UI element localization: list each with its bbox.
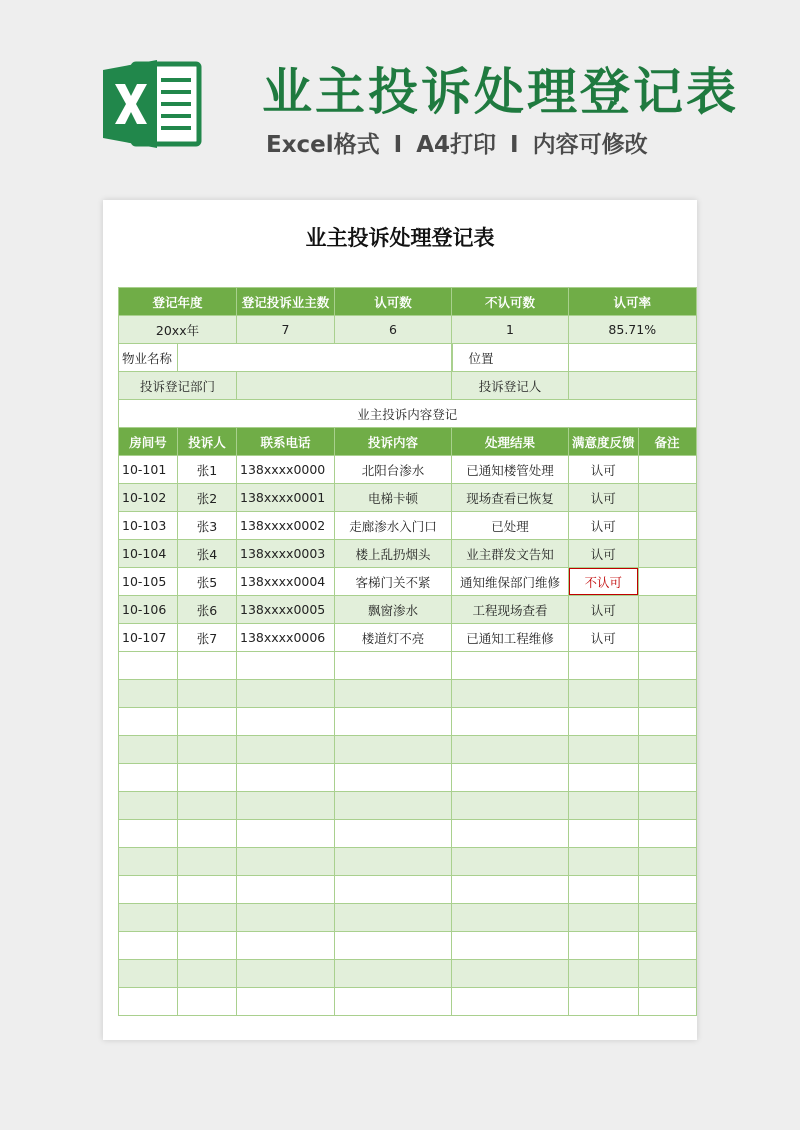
note-cell[interactable] [638,568,696,596]
content-cell[interactable]: 走廊渗水入门口 [335,512,452,540]
room-cell[interactable]: 10-106 [119,596,178,624]
room-cell[interactable]: 10-107 [119,624,178,652]
summary-value-cell[interactable]: 20xx年 [119,316,237,344]
empty-cell[interactable] [237,652,335,680]
empty-cell[interactable] [178,764,237,792]
summary-header-row [119,288,697,316]
result-cell[interactable]: 已处理 [452,512,569,540]
note-cell[interactable] [638,484,696,512]
empty-cell[interactable] [569,848,639,876]
summary-header-cell: 认可数 [335,288,452,316]
empty-row [119,876,697,904]
column-header: 满意度反馈 [569,428,639,456]
empty-cell[interactable] [569,792,639,820]
empty-cell[interactable] [569,960,639,988]
empty-cell[interactable] [452,820,569,848]
summary-value-row [119,316,697,344]
empty-cell[interactable] [638,904,696,932]
empty-cell[interactable] [335,652,452,680]
empty-cell[interactable] [119,652,178,680]
empty-cell[interactable] [119,708,178,736]
empty-cell[interactable] [178,820,237,848]
empty-cell[interactable] [178,792,237,820]
empty-cell[interactable] [178,708,237,736]
empty-cell[interactable] [178,904,237,932]
content-cell[interactable]: 楼道灯不亮 [335,624,452,652]
note-cell[interactable] [638,540,696,568]
empty-cell[interactable] [452,764,569,792]
empty-cell[interactable] [178,932,237,960]
feedback-cell[interactable]: 认可 [569,596,639,624]
phone-cell[interactable]: 138xxxx0000 [237,456,335,484]
complainant-cell[interactable]: 张7 [178,624,237,652]
empty-cell[interactable] [178,876,237,904]
empty-cell[interactable] [638,988,696,1016]
registrar-label: 投诉登记人 [452,372,569,400]
phone-cell[interactable]: 138xxxx0001 [237,484,335,512]
complainant-cell[interactable]: 张4 [178,540,237,568]
empty-cell[interactable] [452,932,569,960]
empty-cell[interactable] [452,848,569,876]
content-cell[interactable]: 飘窗渗水 [335,596,452,624]
empty-cell[interactable] [119,736,178,764]
feedback-cell[interactable]: 认可 [569,456,639,484]
empty-cell[interactable] [638,876,696,904]
empty-cell[interactable] [569,876,639,904]
empty-cell[interactable] [119,876,178,904]
empty-row [119,708,697,736]
empty-row [119,848,697,876]
document-title: 业主投诉处理登记表 [305,226,495,250]
subtitle-format: Excel格式 [266,132,380,158]
content-cell[interactable]: 电梯卡顿 [335,484,452,512]
empty-cell[interactable] [237,876,335,904]
section-title: 业主投诉内容登记 [119,400,697,428]
room-cell[interactable]: 10-104 [119,540,178,568]
empty-cell[interactable] [237,736,335,764]
note-cell[interactable] [638,596,696,624]
phone-cell[interactable]: 138xxxx0004 [237,568,335,596]
registrar-value-cell[interactable] [569,372,697,400]
empty-cell[interactable] [335,988,452,1016]
result-cell[interactable]: 已通知工程维修 [452,624,569,652]
phone-cell[interactable]: 138xxxx0002 [237,512,335,540]
feedback-cell[interactable]: 认可 [569,484,639,512]
empty-cell[interactable] [452,792,569,820]
complainant-cell[interactable]: 张2 [178,484,237,512]
empty-cell[interactable] [638,708,696,736]
empty-cell[interactable] [335,876,452,904]
empty-cell[interactable] [638,736,696,764]
table-row [119,624,697,652]
empty-cell[interactable] [569,680,639,708]
complainant-cell[interactable]: 张5 [178,568,237,596]
section-row [119,400,697,428]
complainant-cell[interactable]: 张1 [178,456,237,484]
empty-cell[interactable] [119,848,178,876]
phone-cell[interactable]: 138xxxx0003 [237,540,335,568]
phone-cell[interactable]: 138xxxx0005 [237,596,335,624]
empty-cell[interactable] [569,652,639,680]
empty-row [119,932,697,960]
column-header: 房间号 [119,428,178,456]
empty-cell[interactable] [452,680,569,708]
empty-cell[interactable] [638,848,696,876]
feedback-cell[interactable]: 认可 [569,540,639,568]
column-header: 联系电话 [237,428,335,456]
empty-cell[interactable] [335,904,452,932]
summary-header-cell: 认可率 [569,288,697,316]
empty-cell[interactable] [335,848,452,876]
summary-header-cell: 登记年度 [119,288,237,316]
subtitle-print: A4打印 [416,132,497,158]
empty-cell[interactable] [119,680,178,708]
empty-cell[interactable] [452,988,569,1016]
empty-cell[interactable] [452,960,569,988]
empty-cell[interactable] [237,960,335,988]
location-value-cell[interactable] [569,344,697,372]
summary-header-cell: 不认可数 [452,288,569,316]
empty-cell[interactable] [335,736,452,764]
empty-cell[interactable] [335,680,452,708]
empty-cell[interactable] [638,680,696,708]
phone-cell[interactable]: 138xxxx0006 [237,624,335,652]
summary-value-cell[interactable]: 85.71% [569,316,697,344]
summary-header-cell: 登记投诉业主数 [237,288,335,316]
empty-row [119,792,697,820]
empty-cell[interactable] [569,764,639,792]
subtitle-editable: 内容可修改 [532,132,648,158]
empty-row [119,988,697,1016]
empty-cell[interactable] [119,932,178,960]
empty-cell[interactable] [237,932,335,960]
empty-cell[interactable] [452,876,569,904]
empty-cell[interactable] [237,680,335,708]
note-cell[interactable] [638,512,696,540]
result-cell[interactable]: 通知维保部门维修 [452,568,569,596]
empty-cell[interactable] [569,932,639,960]
empty-cell[interactable] [178,736,237,764]
subtitle-separator: I [393,132,403,158]
department-value-cell[interactable] [237,372,452,400]
summary-value-cell[interactable]: 6 [335,316,452,344]
empty-cell[interactable] [237,708,335,736]
empty-cell[interactable] [119,764,178,792]
empty-cell[interactable] [638,792,696,820]
empty-cell[interactable] [178,848,237,876]
empty-cell[interactable] [452,652,569,680]
department-label: 投诉登记部门 [119,372,237,400]
content-cell[interactable]: 客梯门关不紧 [335,568,452,596]
empty-row [119,960,697,988]
table-row [119,596,697,624]
empty-cell[interactable] [237,848,335,876]
empty-cell[interactable] [237,988,335,1016]
empty-cell[interactable] [569,820,639,848]
summary-value-cell[interactable]: 1 [452,316,569,344]
empty-cell[interactable] [638,652,696,680]
feedback-cell[interactable]: 不认可 [569,568,639,596]
banner-title: 业主投诉处理登记表 [262,63,739,121]
column-header: 投诉人 [178,428,237,456]
complainant-cell[interactable]: 张6 [178,596,237,624]
empty-cell[interactable] [638,820,696,848]
note-cell[interactable] [638,624,696,652]
result-cell[interactable]: 业主群发文告知 [452,540,569,568]
feedback-cell[interactable]: 认可 [569,624,639,652]
room-cell[interactable]: 10-102 [119,484,178,512]
empty-row [119,904,697,932]
excel-icon [103,58,203,150]
property-label: 物业名称 [119,344,178,372]
empty-cell[interactable] [638,932,696,960]
empty-cell[interactable] [335,932,452,960]
empty-cell[interactable] [452,736,569,764]
column-header: 投诉内容 [335,428,452,456]
room-cell[interactable]: 10-103 [119,512,178,540]
empty-cell[interactable] [569,708,639,736]
table-row [119,456,697,484]
empty-cell[interactable] [638,960,696,988]
empty-cell[interactable] [119,904,178,932]
property-value-cell[interactable] [178,344,452,372]
table-row [119,540,697,568]
empty-cell[interactable] [335,960,452,988]
complainant-cell[interactable]: 张3 [178,512,237,540]
empty-cell[interactable] [237,820,335,848]
content-cell[interactable]: 楼上乱扔烟头 [335,540,452,568]
table-row [119,512,697,540]
location-label: 位置 [452,344,569,372]
note-cell[interactable] [638,456,696,484]
empty-cell[interactable] [335,708,452,736]
empty-cell[interactable] [335,792,452,820]
column-header: 备注 [638,428,696,456]
content-cell[interactable]: 北阳台渗水 [335,456,452,484]
empty-row [119,820,697,848]
document-page [103,200,697,1040]
empty-cell[interactable] [335,764,452,792]
summary-value-cell[interactable]: 7 [237,316,335,344]
empty-cell[interactable] [569,904,639,932]
empty-cell[interactable] [569,736,639,764]
empty-cell[interactable] [178,960,237,988]
empty-cell[interactable] [178,988,237,1016]
room-cell[interactable]: 10-101 [119,456,178,484]
subtitle-separator: I [510,132,519,158]
empty-cell[interactable] [178,652,237,680]
empty-cell[interactable] [237,792,335,820]
empty-row [119,764,697,792]
result-cell[interactable]: 工程现场查看 [452,596,569,624]
property-row [119,344,697,372]
empty-cell[interactable] [119,988,178,1016]
empty-cell[interactable] [569,988,639,1016]
table-row [119,484,697,512]
empty-row [119,652,697,680]
empty-cell[interactable] [119,960,178,988]
complaint-sheet [118,287,697,1016]
empty-cell[interactable] [237,904,335,932]
banner-subtitle [266,126,648,159]
empty-row [119,680,697,708]
column-header-row [119,428,697,456]
department-row [119,372,697,400]
empty-cell[interactable] [335,820,452,848]
empty-cell[interactable] [119,792,178,820]
empty-cell[interactable] [452,708,569,736]
empty-cell[interactable] [119,820,178,848]
result-cell[interactable]: 现场查看已恢复 [452,484,569,512]
empty-cell[interactable] [178,680,237,708]
result-cell[interactable]: 已通知楼管处理 [452,456,569,484]
empty-cell[interactable] [452,904,569,932]
empty-row [119,736,697,764]
table-row [119,568,697,596]
feedback-cell[interactable]: 认可 [569,512,639,540]
column-header: 处理结果 [452,428,569,456]
empty-cell[interactable] [638,764,696,792]
room-cell[interactable]: 10-105 [119,568,178,596]
empty-cell[interactable] [237,764,335,792]
